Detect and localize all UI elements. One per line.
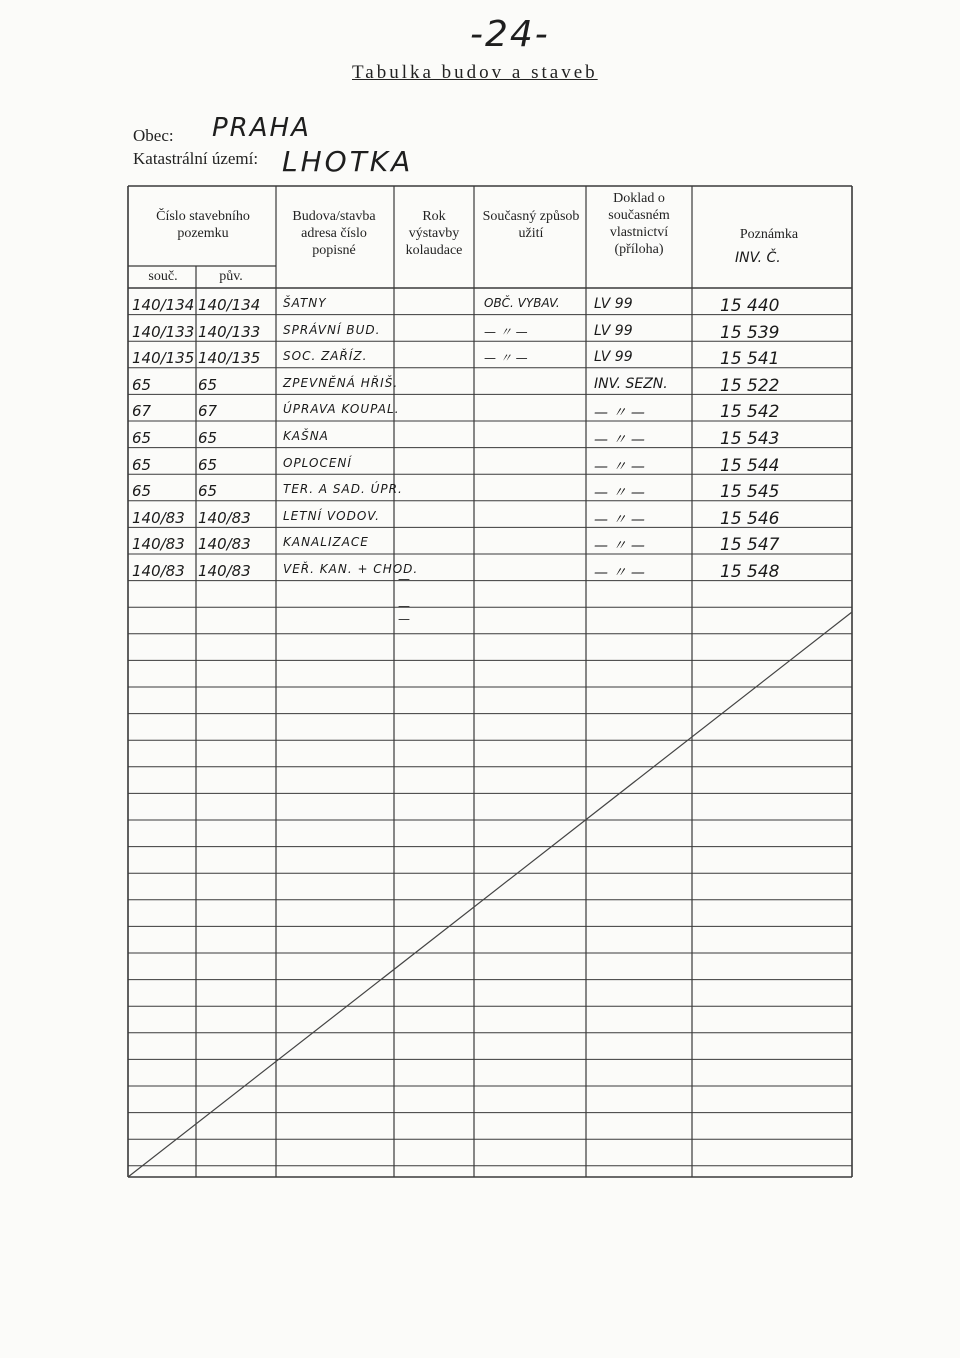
header-doklad: Doklad o současném vlastnictví (příloha)	[608, 191, 670, 257]
cell-souc: 67	[132, 402, 152, 421]
cell-budova: KAŠNA	[283, 429, 329, 443]
cell-poznamka: 15 541	[720, 349, 780, 370]
cell-zpusob: OBČ. VYBAV.	[484, 296, 560, 310]
cell-doklad: — 〃 —	[594, 565, 645, 581]
cell-souc: 140/134	[132, 296, 195, 314]
cell-doklad: — 〃 —	[594, 485, 645, 502]
cell-puv: 140/134	[198, 296, 261, 314]
header-budova: Budova/stavba adresa číslo popisné	[292, 209, 376, 258]
cell-souc: 65	[132, 429, 152, 447]
stray-dash: —	[398, 599, 410, 613]
cell-doklad: LV 99	[594, 349, 633, 366]
cell-puv: 140/133	[198, 322, 261, 341]
cell-poznamka: 15 546	[720, 508, 780, 529]
cell-budova: ZPEVNĚNÁ HŘIŠ.	[283, 375, 399, 390]
cell-puv: 140/83	[198, 562, 251, 580]
obec-label: Obec:	[133, 126, 174, 145]
cell-doklad: — 〃 —	[594, 405, 645, 422]
cell-zpusob: — 〃 —	[484, 351, 528, 366]
cell-poznamka: 15 548	[720, 562, 780, 582]
cell-doklad: — 〃 —	[594, 458, 645, 475]
page-number: -24-	[470, 14, 550, 55]
cell-poznamka: 15 542	[720, 402, 780, 423]
cell-poznamka: 15 543	[720, 429, 780, 449]
cell-doklad: LV 99	[594, 296, 633, 312]
cell-puv: 140/83	[198, 508, 251, 527]
stray-dash: —	[398, 572, 410, 586]
header-zpusob: Současný způsob užití	[482, 209, 580, 241]
cell-souc: 65	[132, 482, 152, 501]
cell-souc: 65	[132, 455, 152, 474]
cell-zpusob: — 〃 —	[484, 324, 528, 339]
cell-souc: 140/83	[132, 535, 185, 554]
cell-budova: SOC. ZAŘÍZ.	[283, 349, 368, 364]
cell-puv: 65	[198, 455, 218, 474]
cell-souc: 65	[132, 375, 152, 394]
cell-puv: 65	[198, 482, 218, 501]
cell-puv: 140/83	[198, 535, 251, 554]
cell-souc: 140/133	[132, 322, 195, 341]
cell-budova: ŠATNY	[283, 296, 327, 310]
cell-budova: KANALIZACE	[283, 535, 369, 550]
cell-souc: 140/83	[132, 508, 185, 527]
katastr-label: Katastrální území:	[133, 149, 259, 168]
cell-doklad: LV 99	[594, 322, 633, 339]
header-cislo-pozemku: Číslo stavebního pozemku	[156, 209, 250, 241]
cell-poznamka: 15 544	[720, 455, 780, 476]
stray-dash: —	[398, 612, 410, 626]
header-poznamka-sub: INV. Č.	[735, 250, 781, 266]
cell-doklad: — 〃 —	[594, 538, 645, 555]
cell-budova: TER. A SAD. ÚPR.	[283, 482, 403, 497]
cell-puv: 140/135	[198, 349, 261, 368]
cell-doklad: — 〃 —	[594, 511, 645, 528]
cell-budova: OPLOCENÍ	[283, 455, 352, 470]
document-title: Tabulka budov a staveb	[352, 62, 598, 83]
cell-poznamka: 15 547	[720, 535, 780, 556]
header-souc: souč.	[148, 269, 178, 284]
cell-souc: 140/83	[132, 562, 185, 580]
cell-budova: SPRÁVNÍ BUD.	[283, 322, 381, 337]
cell-budova: LETNÍ VODOV.	[283, 508, 380, 523]
cell-souc: 140/135	[132, 349, 195, 368]
header-poznamka: Poznámka	[739, 227, 799, 242]
header-puv: pův.	[219, 269, 243, 284]
cell-poznamka: 15 539	[720, 322, 780, 343]
cell-budova: ÚPRAVA KOUPAL.	[283, 402, 400, 417]
header-rok: Rok výstavby kolaudace	[405, 209, 463, 258]
cell-doklad: INV. SEZN.	[594, 375, 668, 392]
cell-puv: 65	[198, 429, 218, 447]
cell-budova: VEŘ. KAN. + CHOD.	[283, 562, 419, 576]
katastr-value: LHOTKA	[282, 145, 414, 178]
cell-poznamka: 15 545	[720, 482, 780, 503]
cell-poznamka: 15 440	[720, 296, 780, 316]
cell-poznamka: 15 522	[720, 375, 780, 396]
cancel-diagonal	[128, 612, 852, 1177]
cell-puv: 67	[198, 402, 218, 421]
cell-doklad: — 〃 —	[594, 432, 645, 448]
obec-value: PRAHA	[212, 113, 311, 143]
cell-puv: 65	[198, 375, 218, 394]
